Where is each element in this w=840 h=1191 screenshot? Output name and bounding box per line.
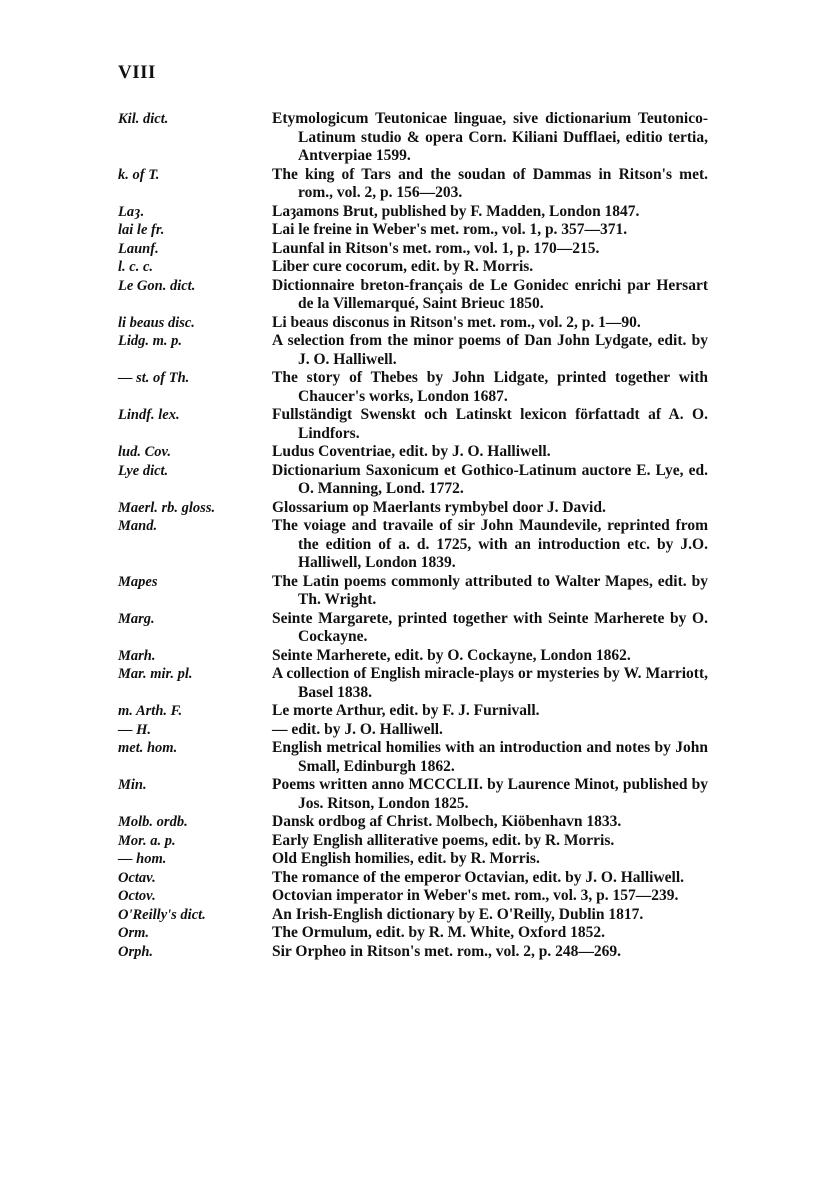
- entry-description: Sir Orpheo in Ritson's met. rom., vol. 2, p. 248—269.: [272, 942, 622, 960]
- entry-abbreviation: l. c. c.: [118, 259, 154, 275]
- abbreviation-entry: [118, 924, 718, 943]
- abbreviation-entry: [118, 462, 718, 499]
- entry-abbreviation: Octov.: [118, 888, 156, 904]
- entry-abbreviation: lai le fr.: [118, 222, 165, 238]
- entry-abbreviation: Kil. dict.: [118, 111, 169, 127]
- abbreviation-entry: [118, 443, 718, 462]
- entry-description: Dictionarium Saxonicum et Gothico-Latinum auctore E. Lye, ed. O. Manning, Lond. 1772.: [272, 461, 708, 497]
- abbreviation-entry: [118, 702, 718, 721]
- abbreviation-entry: [118, 517, 718, 573]
- abbreviation-entry: [118, 647, 718, 666]
- entry-description: — edit. by J. O. Halliwell.: [272, 720, 443, 738]
- entry-description: An Irish-English dictionary by E. O'Reilly, Dublin 1817.: [272, 905, 644, 923]
- entry-abbreviation: lud. Cov.: [118, 444, 172, 460]
- abbreviation-entry: [118, 499, 718, 518]
- entry-description: Seinte Marherete, edit. by O. Cockayne, London 1862.: [272, 646, 631, 664]
- entry-description: Etymologicum Teutonicae linguae, sive dictionarium Teutonico-Latinum studio & opera Corn. Kiliani Dufflaei, editio tertia, Antverpiae 1599.: [272, 110, 708, 164]
- entry-abbreviation: Octav.: [118, 869, 156, 886]
- abbreviation-entry: [118, 813, 718, 832]
- abbreviation-entry: [118, 277, 718, 314]
- abbreviation-entry: [118, 221, 718, 240]
- abbreviation-entry: [118, 406, 718, 443]
- entry-description: Liber cure cocorum, edit. by R. Morris.: [272, 258, 534, 275]
- entry-description: Glossarium op Maerlants rymbybel door J. David.: [272, 498, 606, 516]
- entry-description: Fullständigt Swenskt och Latinskt lexicon författadt af A. O. Lindfors.: [272, 406, 708, 442]
- entry-abbreviation: met. hom.: [118, 740, 178, 756]
- entry-abbreviation: Molb. ordb.: [118, 814, 188, 830]
- entry-abbreviation: k. of T.: [118, 166, 160, 183]
- entry-description: Ludus Coventriae, edit. by J. O. Halliwell.: [272, 443, 551, 460]
- entry-description: Lai le freine in Weber's met. rom., vol. 1, p. 357—371.: [272, 221, 628, 238]
- entry-description: Le morte Arthur, edit. by F. J. Furnivall.: [272, 702, 540, 719]
- entry-description: Old English homilies, edit. by R. Morris.: [272, 850, 540, 867]
- entry-abbreviation: Mor. a. p.: [118, 832, 176, 849]
- abbreviation-entry: [118, 610, 718, 647]
- entry-abbreviation: Mar. mir. pl.: [118, 666, 193, 682]
- entry-abbreviation: — hom.: [118, 851, 167, 867]
- abbreviation-entry: [118, 832, 718, 851]
- entry-abbreviation: Orm.: [118, 925, 150, 941]
- entry-description: Dictionnaire breton-français de Le Gonidec enrichi par Hersart de la Villemarqué, Saint Brieuc 1850.: [272, 276, 708, 312]
- entry-description: Octovian imperator in Weber's met. rom., vol. 3, p. 157—239.: [272, 887, 679, 904]
- entry-description: The voiage and travaile of sir John Maundevile, reprinted from the edition of a. d. 1725, with an introduction etc. by J.O. Halliwell, London 1839.: [272, 517, 708, 571]
- abbreviation-entry: [118, 906, 718, 925]
- abbreviation-entry: [118, 721, 718, 740]
- entry-abbreviation: O'Reilly's dict.: [118, 906, 206, 923]
- entry-description: Launfal in Ritson's met. rom., vol. 1, p. 170—215.: [272, 239, 600, 257]
- abbreviation-entry: [118, 314, 718, 333]
- abbreviation-entry: [118, 943, 718, 962]
- entry-description: The story of Thebes by John Lidgate, printed together with Chaucer's works, London 1687.: [272, 369, 708, 405]
- page-number: VIII: [118, 62, 156, 83]
- abbreviation-entry: [118, 110, 718, 166]
- entry-abbreviation: Min.: [118, 777, 147, 793]
- entry-abbreviation: Mand.: [118, 518, 158, 534]
- entry-description: Poems written anno MCCCLII. by Laurence Minot, published by Jos. Ritson, London 1825.: [272, 776, 708, 812]
- entry-abbreviation: Mapes: [118, 573, 158, 590]
- entry-abbreviation: Lidg. m. p.: [118, 333, 183, 349]
- entry-abbreviation: Lindf. lex.: [118, 407, 180, 423]
- entry-description: Early English alliterative poems, edit. by R. Morris.: [272, 831, 615, 849]
- entry-description: The king of Tars and the soudan of Dammas in Ritson's met. rom., vol. 2, p. 156—203.: [272, 165, 708, 201]
- abbreviation-entry: [118, 369, 718, 406]
- abbreviation-entry: [118, 203, 718, 222]
- abbreviation-entry: [118, 776, 718, 813]
- entry-description: The Ormulum, edit. by R. M. White, Oxford 1852.: [272, 924, 605, 941]
- entry-abbreviation: Marh.: [118, 647, 156, 664]
- abbreviation-entry: [118, 258, 718, 277]
- abbreviation-list: [118, 110, 718, 961]
- entry-abbreviation: Orph.: [118, 943, 154, 960]
- entry-abbreviation: m. Arth. F.: [118, 703, 183, 719]
- entry-abbreviation: Laȝ.: [118, 203, 145, 220]
- entry-description: Dansk ordbog af Christ. Molbech, Kiöbenhavn 1833.: [272, 813, 622, 830]
- abbreviation-entry: [118, 166, 718, 203]
- abbreviation-entry: [118, 887, 718, 906]
- entry-abbreviation: li beaus disc.: [118, 314, 195, 331]
- abbreviation-entry: [118, 869, 718, 888]
- entry-description: The romance of the emperor Octavian, edit. by J. O. Halliwell.: [272, 868, 684, 886]
- entry-description: A collection of English miracle-plays or mysteries by W. Marriott, Basel 1838.: [272, 665, 708, 701]
- entry-abbreviation: Lye dict.: [118, 462, 169, 479]
- entry-description: A selection from the minor poems of Dan John Lydgate, edit. by J. O. Halliwell.: [272, 332, 708, 368]
- entry-description: Laȝamons Brut, published by F. Madden, London 1847.: [272, 202, 640, 220]
- entry-abbreviation: Marg.: [118, 610, 155, 627]
- entry-abbreviation: Launf.: [118, 240, 159, 257]
- abbreviation-entry: [118, 332, 718, 369]
- entry-abbreviation: — H.: [118, 721, 152, 738]
- abbreviation-entry: [118, 573, 718, 610]
- entry-description: Seinte Margarete, printed together with Seinte Marherete by O. Cockayne.: [272, 609, 708, 645]
- entry-description: Li beaus disconus in Ritson's met. rom., vol. 2, p. 1—90.: [272, 313, 641, 331]
- entry-abbreviation: Maerl. rb. gloss.: [118, 499, 216, 516]
- abbreviation-entry: [118, 739, 718, 776]
- entry-description: English metrical homilies with an introduction and notes by John Small, Edinburgh 1862.: [272, 739, 708, 775]
- entry-abbreviation: — st. of Th.: [118, 370, 190, 386]
- abbreviation-entry: [118, 850, 718, 869]
- abbreviation-entry: [118, 240, 718, 259]
- entry-description: The Latin poems commonly attributed to Walter Mapes, edit. by Th. Wright.: [272, 572, 708, 608]
- entry-abbreviation: Le Gon. dict.: [118, 277, 196, 294]
- abbreviation-entry: [118, 665, 718, 702]
